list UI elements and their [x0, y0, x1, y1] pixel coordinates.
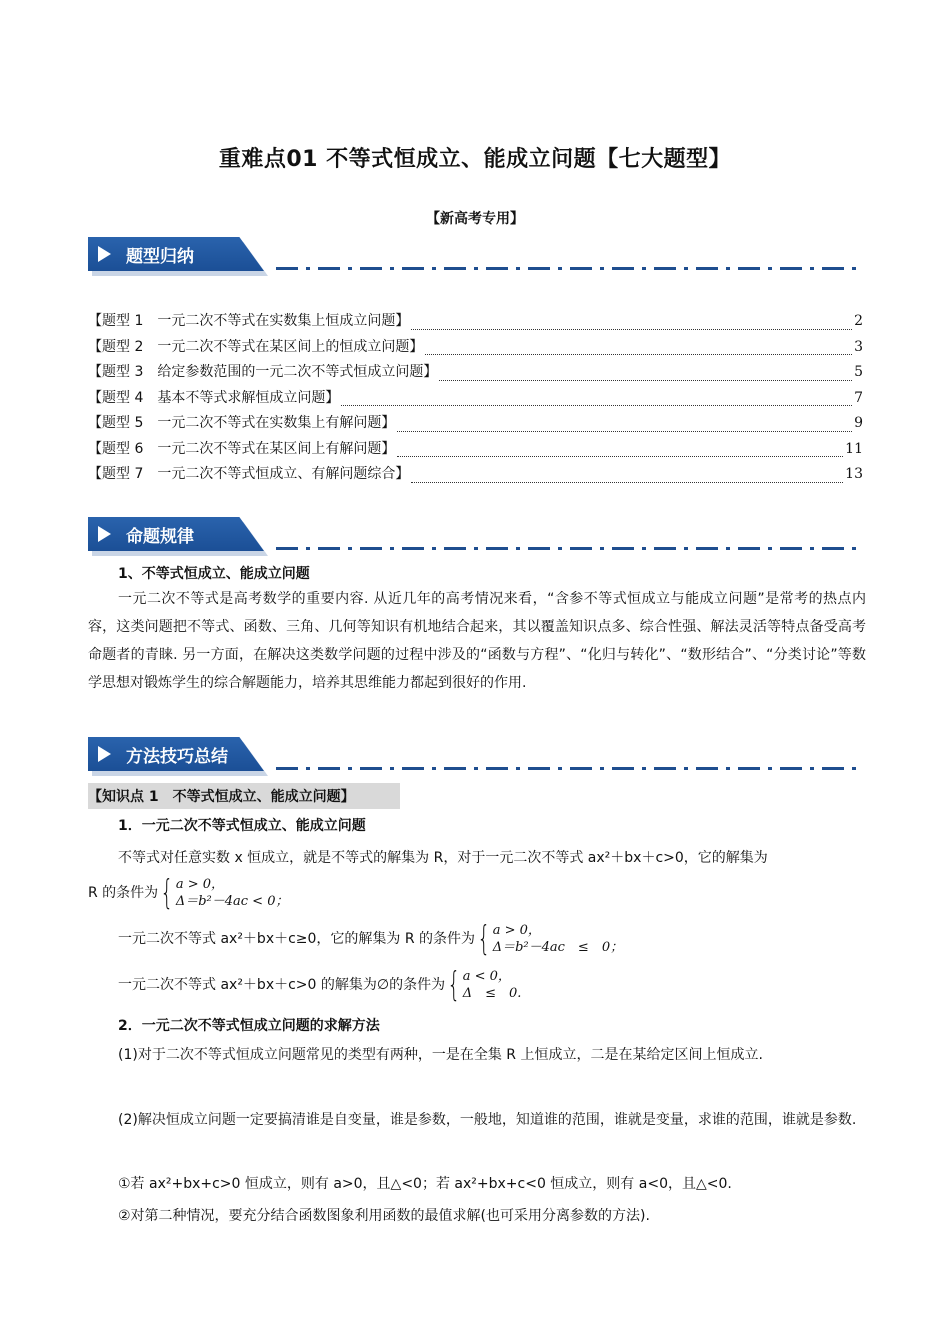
toc-item[interactable]: 【题型 2 一元二次不等式在某区间上的恒成立问题】 3: [88, 338, 863, 355]
page-title: 重难点01 不等式恒成立、能成立问题【七大题型】: [218, 147, 732, 172]
section-heading: 1、不等式恒成立、能成立问题: [118, 566, 310, 582]
banner-label: 命题规律: [126, 527, 194, 547]
toc-item[interactable]: 【题型 3 给定参数范围的一元二次不等式恒成立问题】 5: [88, 364, 863, 380]
banner-label: 题型归纳: [126, 247, 194, 267]
play-arrow-icon: [98, 746, 111, 762]
brace-icon: {: [160, 873, 174, 913]
play-arrow-icon: [98, 526, 111, 542]
condition-system: a > 0， Δ＝b²－4ac < 0；: [175, 877, 289, 909]
toc-item[interactable]: 【题型 5 一元二次不等式在实数集上有解问题】 9: [88, 415, 863, 431]
brace-icon: {: [447, 965, 461, 1005]
condition-line: 一元二次不等式 ax²＋bx＋c>0 的解集为∅的条件为{ a < 0， Δ ≤ 0.: [118, 965, 522, 1005]
method-paragraph: (1)对于二次不等式恒成立问题常见的类型有两种，一是在全集 R 上恒成立，二是在某给定区间上恒成立.: [118, 1047, 763, 1063]
method-paragraph: ①若 ax²+bx+c>0 恒成立，则有 a>0，且△<0；若 ax²+bx+c<0 恒成立，则有 a<0，且△<0.: [118, 1176, 732, 1192]
toc-item[interactable]: 【题型 7 一元二次不等式恒成立、有解问题综合】 13: [88, 466, 863, 482]
page-subtitle: 【新高考专用】: [426, 211, 524, 227]
subsection-heading: 1．一元二次不等式恒成立、能成立问题: [118, 818, 366, 834]
rule-paragraph: 一元二次不等式是高考数学的重要内容. 从近几年的高考情况来看，“含参不等式恒成立与能成立问题”是常考的热点内容，这类问题把不等式、函数、三角、几何等知识有机地结合起来，其以覆盖知识点多、综合性强、解法灵活等特点备受高考命题者的青睐. 另一方面，在解决这类数学问题的过程中涉及的“函数与方程”、“化归与转化”、“数形结合”、“分类讨论”等数学思想对锻炼学生的综合解题能力，培养其思维能力都起到很好的作用.: [88, 591, 866, 691]
brace-icon: {: [477, 919, 491, 959]
condition-line: R 的条件为{ a > 0， Δ＝b²－4ac < 0；: [88, 873, 289, 913]
table-of-contents: [88, 310, 863, 489]
condition-line: 一元二次不等式 ax²＋bx＋c≥0，它的解集为 R 的条件为{ a > 0， Δ＝b²－4ac ≤ 0；: [118, 919, 624, 959]
knowledge-point-label: 【知识点 1 不等式恒成立、能成立问题】: [88, 783, 400, 809]
text-line: 不等式对任意实数 x 恒成立，就是不等式的解集为 R，对于一元二次不等式 ax²＋bx＋c>0，它的解集为: [118, 850, 768, 866]
dashed-divider: [276, 547, 863, 550]
toc-item[interactable]: 【题型 4 基本不等式求解恒成立问题】 7: [88, 389, 863, 406]
section-banner-question-types: [88, 237, 863, 277]
subsection-heading: 2．一元二次不等式恒成立问题的求解方法: [118, 1018, 380, 1034]
method-paragraph: ②对第二种情况，要充分结合函数图象利用函数的最值求解(也可采用分离参数的方法).: [118, 1208, 650, 1224]
toc-item[interactable]: 【题型 1 一元二次不等式在实数集上恒成立问题】 2: [88, 313, 863, 329]
dashed-divider: [276, 767, 863, 770]
toc-item[interactable]: 【题型 6 一元二次不等式在某区间上有解问题】 11: [88, 440, 863, 457]
dashed-divider: [276, 267, 863, 270]
method-paragraph: (2)解决恒成立问题一定要搞清谁是自变量，谁是参数，一般地，知道谁的范围，谁就是变量，求谁的范围，谁就是参数.: [118, 1112, 857, 1128]
condition-system: a < 0， Δ ≤ 0.: [462, 969, 522, 1001]
section-banner-method-summary: [88, 737, 863, 777]
play-arrow-icon: [98, 246, 111, 262]
section-banner-proposition-rules: [88, 517, 863, 557]
condition-system: a > 0， Δ＝b²－4ac ≤ 0；: [492, 923, 624, 955]
banner-label: 方法技巧总结: [126, 747, 228, 767]
